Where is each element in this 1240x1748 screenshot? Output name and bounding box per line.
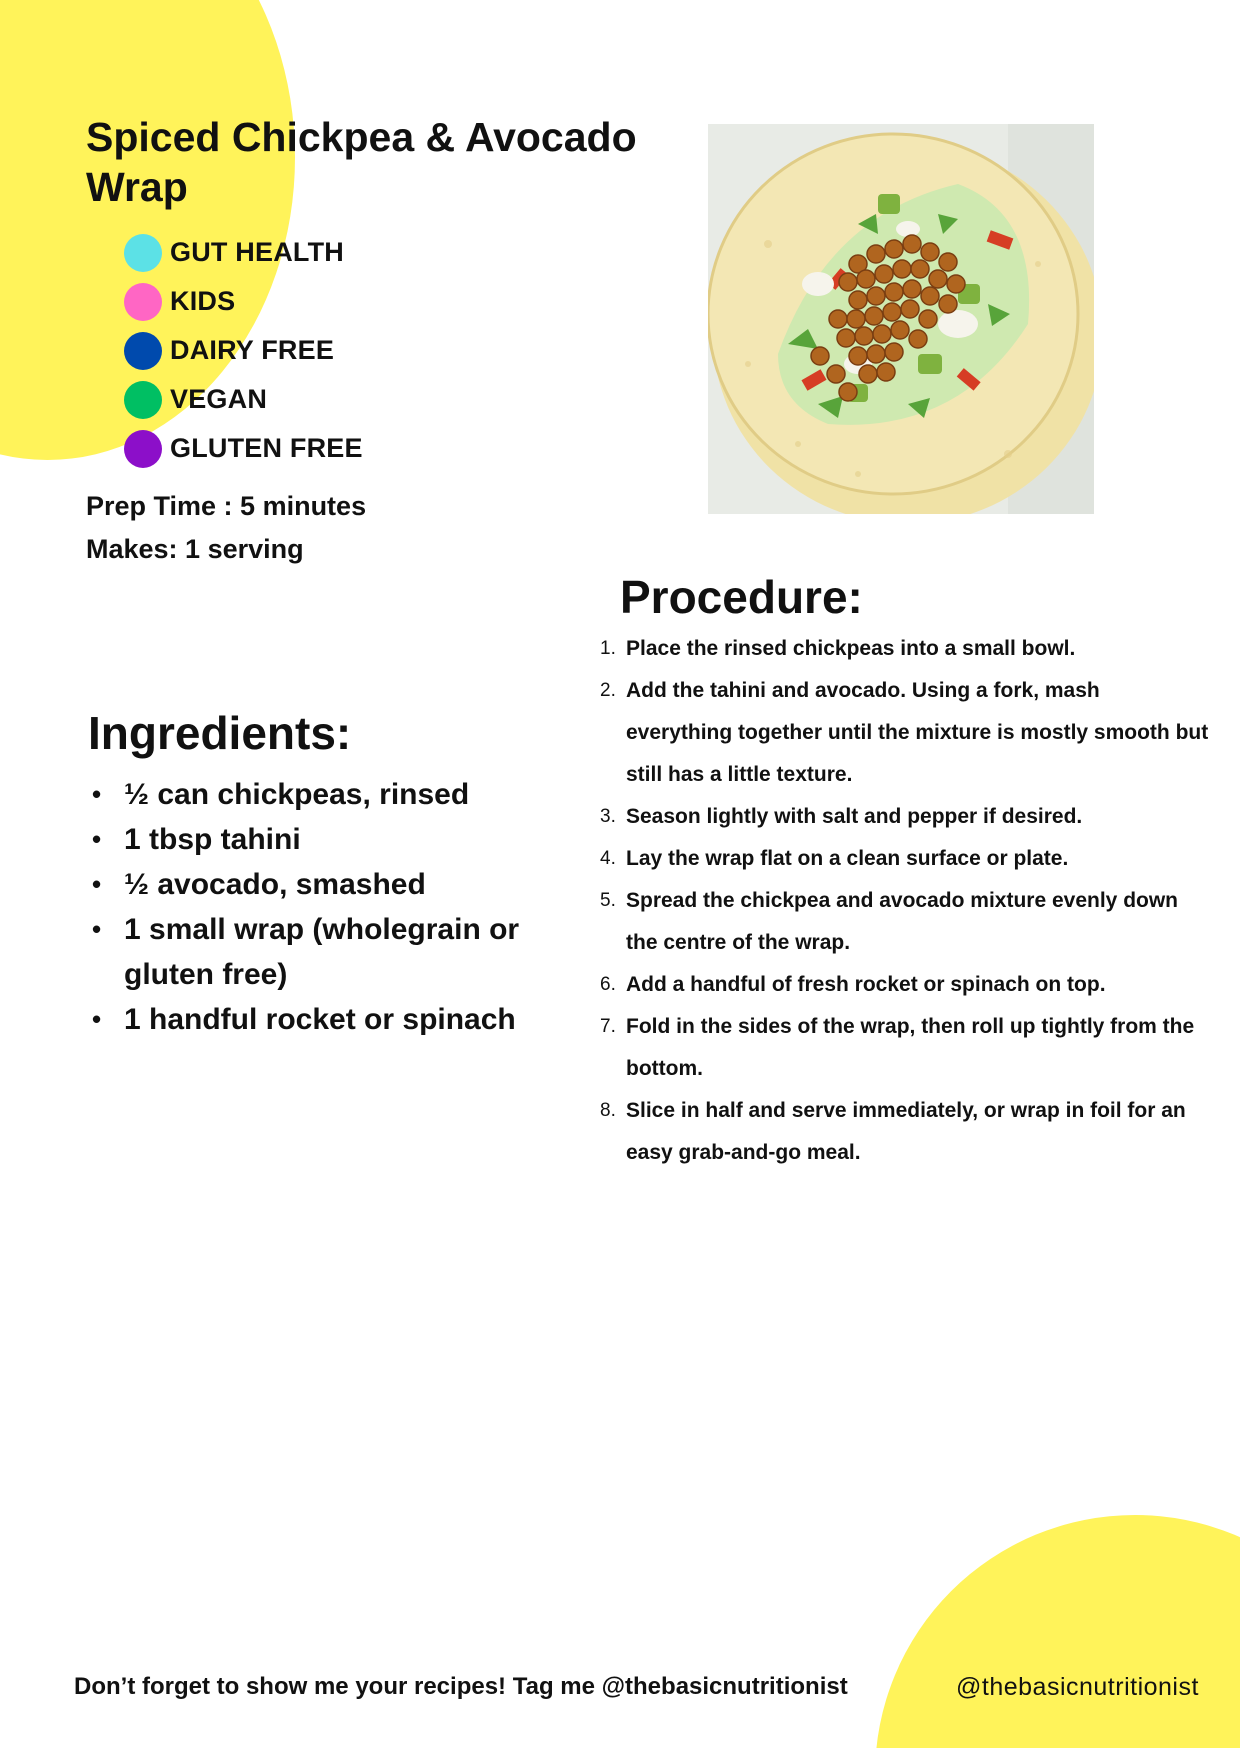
tag-gluten-free — [124, 424, 524, 473]
tag-dot-icon — [124, 332, 162, 370]
ingredient-text: 1 tbsp tahini — [124, 823, 301, 856]
list-item — [600, 964, 1210, 1006]
step-number: 5. — [600, 890, 616, 911]
step-text: Lay the wrap flat on a clean surface or plate. — [626, 847, 1069, 870]
step-text: Add a handful of fresh rocket or spinach on top. — [626, 973, 1106, 996]
ingredient-text: ½ avocado, smashed — [124, 868, 426, 901]
list-item — [600, 1090, 1210, 1174]
ingredient-text: 1 small wrap (wholegrain or gluten free) — [124, 913, 520, 991]
bullet-icon: • — [92, 1004, 102, 1034]
step-number: 7. — [600, 1016, 616, 1037]
ingredient-text: 1 handful rocket or spinach — [124, 1003, 516, 1036]
ingredients-list — [88, 772, 528, 1042]
step-number: 6. — [600, 974, 616, 995]
tag-dot-icon — [124, 381, 162, 419]
list-item — [88, 997, 528, 1042]
tag-dairy-free — [124, 326, 524, 375]
footer-message: Don’t forget to show me your recipes! Tag me @thebasicnutritionist — [74, 1673, 848, 1700]
tag-dot-icon — [124, 283, 162, 321]
prep-time: Prep Time : 5 minutes — [86, 491, 367, 521]
step-number: 3. — [600, 806, 616, 827]
ingredients-heading: Ingredients: — [88, 707, 352, 759]
list-item — [600, 838, 1210, 880]
bullet-icon: • — [92, 869, 102, 899]
diet-tags — [124, 228, 524, 473]
step-text: Season lightly with salt and pepper if desired. — [626, 805, 1083, 828]
list-item — [88, 772, 528, 817]
list-item — [600, 670, 1210, 796]
step-number: 4. — [600, 848, 616, 869]
tag-kids — [124, 277, 524, 326]
wrap-illustration — [708, 124, 1094, 514]
tag-label: VEGAN — [170, 384, 268, 414]
bullet-icon: • — [92, 824, 102, 854]
step-text: Place the rinsed chickpeas into a small bowl. — [626, 637, 1076, 660]
step-text: Fold in the sides of the wrap, then roll up tightly from the bottom. — [626, 1015, 1195, 1080]
list-item — [600, 628, 1210, 670]
step-number: 8. — [600, 1100, 616, 1121]
tag-label: GUT HEALTH — [170, 237, 344, 267]
ingredient-text: ½ can chickpeas, rinsed — [124, 778, 470, 811]
list-item — [600, 880, 1210, 964]
step-text: Add the tahini and avocado. Using a fork, mash everything together until the mixture is mostly smooth but still has a little texture. — [626, 679, 1209, 786]
step-text: Slice in half and serve immediately, or wrap in foil for an easy grab-and-go meal. — [626, 1099, 1186, 1164]
step-number: 1. — [600, 638, 616, 659]
list-item — [88, 862, 528, 907]
tag-gut-health — [124, 228, 524, 277]
tag-vegan — [124, 375, 524, 424]
recipe-title: Spiced Chickpea & Avocado Wrap — [86, 114, 637, 210]
recipe-meta — [86, 485, 366, 571]
tag-label: KIDS — [170, 286, 236, 316]
tag-label: GLUTEN FREE — [170, 433, 363, 463]
tag-label: DAIRY FREE — [170, 335, 335, 365]
decorative-yellow-circle-bottom — [875, 1515, 1240, 1748]
tag-dot-icon — [124, 234, 162, 272]
chickpea-wrap-photo — [708, 124, 1094, 514]
servings: Makes: 1 serving — [86, 534, 304, 564]
bullet-icon: • — [92, 914, 102, 944]
list-item — [88, 907, 528, 997]
list-item — [600, 796, 1210, 838]
social-handle[interactable]: @thebasicnutritionist — [956, 1673, 1199, 1701]
procedure-heading: Procedure: — [620, 571, 863, 623]
tag-dot-icon — [124, 430, 162, 468]
list-item — [600, 1006, 1210, 1090]
step-number: 2. — [600, 680, 616, 701]
list-item — [88, 817, 528, 862]
step-text: Spread the chickpea and avocado mixture evenly down the centre of the wrap. — [626, 889, 1179, 954]
procedure-list — [600, 628, 1210, 1174]
bullet-icon: • — [92, 779, 102, 809]
